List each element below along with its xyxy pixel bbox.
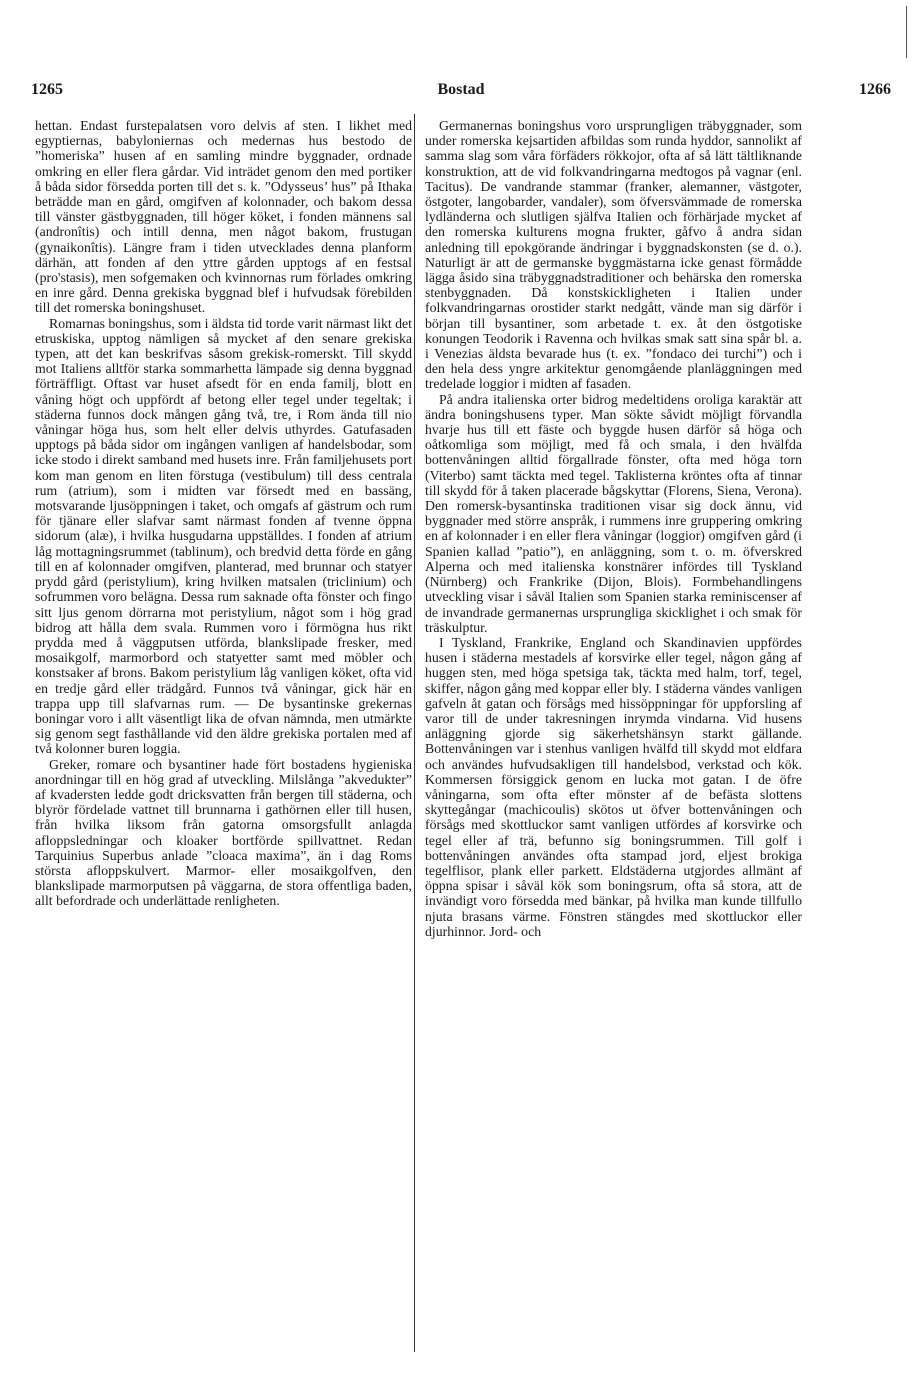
- column-divider: [414, 114, 415, 1352]
- margin-rule: [906, 6, 907, 58]
- running-title: Bostad: [437, 81, 485, 98]
- paragraph: I Tyskland, Frankrike, England och Skandinavien uppfördes husen i städerna mestadels af korsvirke eller tegel, någon gång af huggen sten, med höga spetsiga tak, täckta med halm, torf, tegel, skiffer, någon gång med koppar eller bly. I städerna vändes vanligen gafveln åt gatan och försågs med hissöppningar för uppforsling af varor till de under takresningen inrymda vindarna. Vid husens anläggning gjorde sig säkerhetshänsyn starkt gällande. Bottenvåningen var i stenhus vanligen hvälfd till skydd mot eldfara och användes hufvudsakligen till handelsbod, verkstad och kök. Kommersen försiggick genom en lucka mot gatan. I de öfre våningarna, som ofta efter mönster af de befästa slottens skyttegångar (machicoulis) skötos ut öfver bottenvåningen och försågs med skottluckor samt vanligen utfördes af korsvirke och tegel eller af trä, befunno sig boningsrummen. Till golf i bottenvåningen användes ofta stampad jord, eljest brokiga tegelflisor, plank eller parkett. Eldstäderna utgjordes allmänt af öppna spisar i såväl kök som boningsrum, ofta så stora, att de invändigt voro försedda med bänkar, på hvilka man kunde tillfullo njuta brasans värme. Fönstren stängdes med skottluckor eller djurhinnor. Jord- och: [425, 634, 802, 939]
- page-number-left: 1265: [31, 81, 63, 98]
- page-number-right: 1266: [859, 81, 891, 98]
- page-header: [31, 81, 891, 105]
- paragraph: hettan. Endast furstepalatsen voro delvis af sten. I likhet med egyptiernas, babyloniernas och medernas hus bestodo de ”homeriska” husen af en samling mindre byggnader, ordnade omkring en eller flera gårdar. Vid inträdet genom den med portiker å båda sidor försedda porten till det s. k. ”Odysseus’ hus” på Ithaka beträdde man en gård, omgifven af kolonnader, och bakom dessa till vänster gästbyggnaden, till höger köket, i fonden männens sal (andronîtis) och intill denna, men något bakom, frustugan (gynaikonîtis). Längre fram i tiden utvecklades denna planform därhän, att fonden af den yttre gården upptogs af en festsal (pro'stasis), men sofgemaken och kvinnornas rum förlades omkring en inre gård. Denna grekiska byggnad blef i hufvudsak förebilden till det romerska boningshuset.: [35, 118, 412, 316]
- paragraph: Germanernas boningshus voro ursprungligen träbyggnader, som under romerska kejsartiden afbildas som runda hyddor, sannolikt af samma slag som våra förfäders rökkojor, ofta af så lätt tältliknande konstruktion, att de vid folkvandringarna medtogos på vagnar (enl. Tacitus). De vandrande stammar (franker, alemanner, västgoter, östgoter, langobarder, vandaler), som öfversvämmade de romerska lydländerna och slutligen själfva Italien och förhärjade mycket af den romerska kulturens mogna frukter, gåfvo å andra sidan anledning till epokgörande ändringar i byggnadskonsten (se d. o.). Naturligt är att de germanske byggmästarna icke genast förmådde lägga åsido sina träbyggnadstraditioner och behärska den romerska stenbyggnaden. Då konstskickligheten i Italien under folkvandringarnas orostider starkt nedgått, vände man sig därför i början till bysantiner, som arbetade t. ex. åt den östgotiske konungen Teodorik i Ravenna och hvilkas smak satt sina spår bl. a. i Venezias äldsta bevarade hus (t. ex. ”fondaco dei turchi”) och i den hela dess yngre arkitektur genomgående planläggningen med tredelade loggior i midten af fasaden.: [425, 118, 802, 392]
- left-column: [35, 118, 412, 909]
- paragraph: På andra italienska orter bidrog medeltidens oroliga karaktär att ändra boningshusens typer. Man sökte såvidt möjligt förvandla hvarje hus till ett fäste och byggde husen därför så höga och oåtkomliga som möjligt, med få och smala, i den hvälfda bottenvåningen alltid förgallrade fönster, ofta med höga torn (Viterbo) samt täckta med tegel. Taklisterna kröntes ofta af tinnar till skydd för å taken placerade bågskyttar (Florens, Siena, Verona). Den romersk-bysantinska traditionen visar sig dock ännu, vid byggnader med större anspråk, i rummens inre gruppering omkring en af kolonnader i en eller flera våningar (loggior) omgifven gård (i Spanien kallad ”patio”), en anläggning, som t. o. m. öfverskred Alperna och med italienska konstnärer infördes till Tyskland (Nürnberg) och Frankrike (Dijon, Blois). Formbehandlingens utveckling visar i såväl Italien som Spanien starka reminiscenser af de invandrade germanernas ursprungliga skicklighet i och smak för träskulptur.: [425, 391, 802, 635]
- paragraph: Romarnas boningshus, som i äldsta tid torde varit närmast likt det etruskiska, upptog nämligen så mycket af den senare grekiska typen, att det kan beskrifvas såsom grekisk-romerskt. Till skydd mot Italiens alltför starka sommarhetta lämpade sig denna byggnad förträffligt. Oftast var huset afsedt för en enda familj, blott en våning högt och uppfördt af betong eller tegel under tegeltak; i städerna funnos dock mången gång två, tre, i Rom ända till nio våningar höga hus, som helt eller delvis uthyrdes. Gatufasaden upptogs på båda sidor om ingången vanligen af handelsbodar, som icke stodo i direkt samband med husets inre. Från familjehusets port kom man genom en liten förstuga (vestibulum) till dess centrala rum (atrium), som i midten var försedt med en bassäng, motsvarande ljusöppningen i taket, och omgafs af gästrum och rum för tjänare eller slafvar samt närmast fonden af tvenne öppna sidorum (alæ), i hvilka husgudarna uppställdes. I fonden af atrium låg mottagningsrummet (tablinum), och bredvid detta förde en gång till en af kolonnader omgifven, planterad, med brunnar och statyer prydd gård (peristylium), kring hvilken matsalen (triclinium) och sofrummen voro belägna. Dessa rum saknade ofta fönster och fingo sitt ljus genom dörrarna mot peristylium, något som i hög grad bidrog att hålla dem svala. Rummen voro i förmögna hus rikt prydda med å väggputsen utförda, blankslipade fresker, med mosaikgolf, marmorbord och statyetter samt med möbler och konstsaker af brons. Bakom peristylium låg vanligen köket, ofta vid en tredje gård eller trädgård. Funnos två våningar, gick här en trappa upp till slafvarnas rum. — De bysantinske grekernas boningar voro i allt väsentligt lika de ofvan nämnda, men utmärkte sig genom segt fasthållande vid den äldre grekiska portalen med af två kolonner buren loggia.: [35, 315, 412, 757]
- paragraph: Greker, romare och bysantiner hade fört bostadens hygieniska anordningar till en hög grad af utveckling. Milslånga ”akvedukter” af kvadersten ledde godt dricksvatten från bergen till städerna, och blyrör fördelade vattnet till brunnarna i gathörnen eller till husen, från hvilka liksom från gatorna omsorgsfullt anlagda afloppsledningar och kloaker bortförde spillvattnet. Redan Tarquinius Superbus anlade ”cloaca maxima”, än i dag Roms största afloppskulvert. Marmor- eller mosaikgolfven, den blankslipade marmorputsen på väggarna, de stora offentliga baden, allt befordrade och underlättade renligheten.: [35, 756, 412, 909]
- right-column: [425, 118, 802, 939]
